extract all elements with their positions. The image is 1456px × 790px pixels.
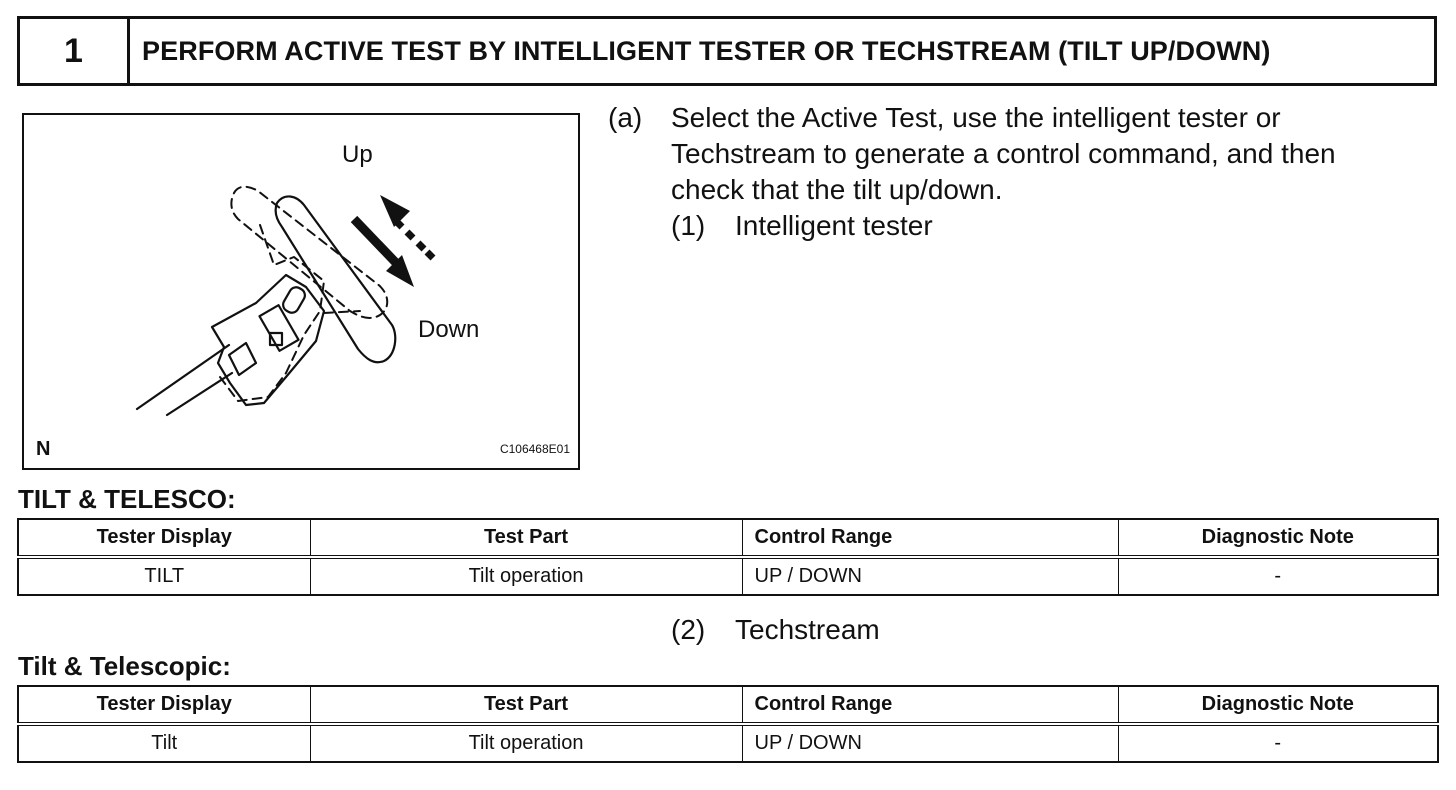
- cell-diagnostic-note: -: [1118, 557, 1438, 595]
- sub-step-1-marker: (1): [671, 210, 706, 241]
- instruction-a-marker: (a): [608, 102, 643, 133]
- cell-test-part: Tilt operation: [310, 724, 742, 762]
- column-header: Control Range: [742, 519, 1118, 557]
- instruction-a-line2: Techstream to generate a control command, and then: [671, 138, 1336, 169]
- up-label: Up: [342, 141, 373, 168]
- column-header: Tester Display: [18, 519, 310, 557]
- step-header: [17, 16, 1437, 86]
- table-row: [18, 724, 1438, 762]
- column-header: Test Part: [310, 519, 742, 557]
- sub-step-2-marker: (2): [671, 614, 706, 645]
- step-title: PERFORM ACTIVE TEST BY INTELLIGENT TESTER OR TECHSTREAM (TILT UP/DOWN): [142, 35, 1271, 66]
- tilt-illustration: [22, 113, 580, 470]
- down-label: Down: [418, 316, 480, 343]
- column-header: Tester Display: [18, 686, 310, 724]
- cell-diagnostic-note: -: [1118, 724, 1438, 762]
- column-header: Diagnostic Note: [1118, 686, 1438, 724]
- cell-control-range: UP / DOWN: [742, 724, 1118, 762]
- sub-step-1-text: Intelligent tester: [735, 210, 933, 241]
- instruction-a-line1: Select the Active Test, use the intelligent tester or: [671, 102, 1281, 133]
- figure-code: C106468E01: [499, 442, 570, 456]
- table-tilt-telesco: [17, 518, 1439, 596]
- table2-heading: Tilt & Telescopic:: [18, 651, 231, 681]
- cell-tester-display: TILT: [18, 557, 310, 595]
- column-header: Control Range: [742, 686, 1118, 724]
- column-header: Diagnostic Note: [1118, 519, 1438, 557]
- cell-control-range: UP / DOWN: [742, 557, 1118, 595]
- table-header-row: [18, 686, 1438, 724]
- sub-step-2-text: Techstream: [735, 614, 880, 645]
- table-header-row: [18, 519, 1438, 557]
- figure-corner-mark: N: [36, 438, 51, 460]
- cell-test-part: Tilt operation: [310, 557, 742, 595]
- table-row: [18, 557, 1438, 595]
- cell-tester-display: Tilt: [18, 724, 310, 762]
- step-number: 1: [20, 19, 130, 83]
- steering-column-drawing: [24, 115, 580, 470]
- column-header: Test Part: [310, 686, 742, 724]
- table1-heading: TILT & TELESCO:: [18, 484, 236, 514]
- instruction-a-line3: check that the tilt up/down.: [671, 174, 1003, 205]
- table-tilt-telescopic: [17, 685, 1439, 763]
